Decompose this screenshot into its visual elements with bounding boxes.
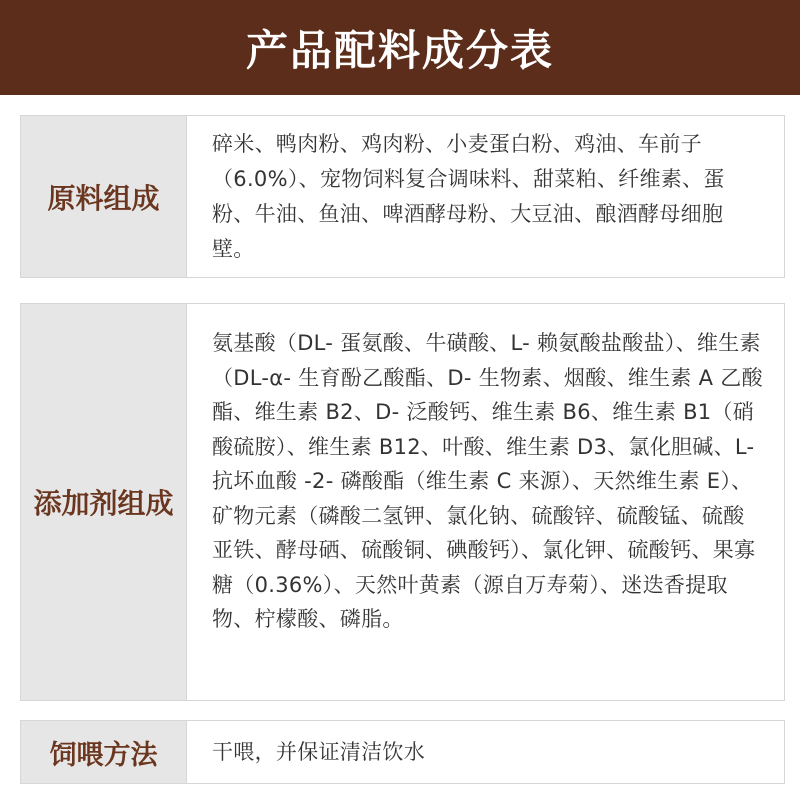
feeding-row xyxy=(20,720,785,784)
ingredients-content-cell xyxy=(187,116,784,277)
ingredients-label: 原料组成 xyxy=(47,181,160,215)
feeding-content-cell xyxy=(187,721,784,783)
ingredients-label-cell xyxy=(21,116,187,277)
ingredients-row xyxy=(20,115,785,278)
additives-label-cell xyxy=(21,304,187,700)
additives-text: 氨基酸（DL- 蛋氨酸、牛磺酸、L- 赖氨酸盐酸盐）、维生素（DL-α- 生育酚乙酸酯、D- 生物素、烟酸、维生素 A 乙酸酯、维生素 B2、D- 泛酸钙、维生素 B6、维生素 B1（硝酸硫胺）、维生素 B12、叶酸、维生素 D3、氯化胆碱、L- 抗坏血酸 -2- 磷酸酯（维生素 C 来源）、天然维生素 E）、矿物元素（磷酸二氢钾、氯化钠、硫酸锌、硫酸锰、硫酸亚铁、酵母硒、硫酸铜、碘酸钙）、氯化钾、硫酸钙、果寡糖（0.36%）、天然叶黄素（源自万寿菊）、迷迭香提取物、柠檬酸、磷脂。 xyxy=(212,331,763,631)
feeding-label: 饲喂方法 xyxy=(49,739,158,771)
page-title: 产品配料成分表 xyxy=(245,25,554,75)
additives-row xyxy=(20,303,785,701)
page-header xyxy=(0,0,800,95)
additives-label: 添加剂组成 xyxy=(33,487,174,520)
feeding-label-cell xyxy=(21,721,187,783)
ingredients-text: 碎米、鸭肉粉、鸡肉粉、小麦蛋白粉、鸡油、车前子（6.0%）、宠物饲料复合调味料、甜菜粕、纤维素、蛋粉、牛油、鱼油、啤酒酵母粉、大豆油、酿酒酵母细胞壁。 xyxy=(212,131,725,261)
additives-content-cell xyxy=(187,304,784,700)
feeding-text: 干喂，并保证清洁饮水 xyxy=(212,739,425,764)
